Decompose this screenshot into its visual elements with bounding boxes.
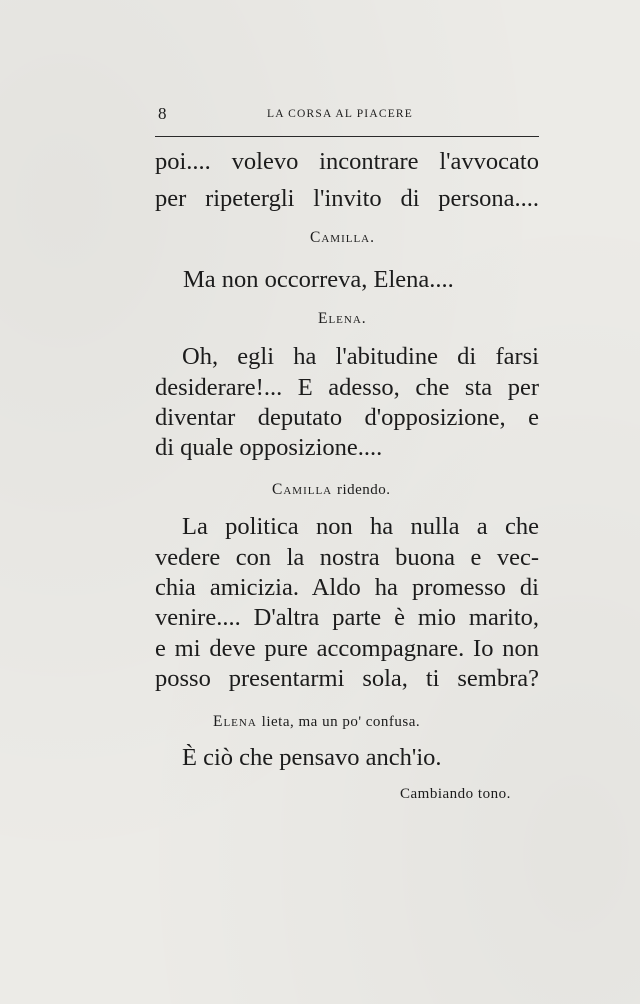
text-line-14: È ciò che pensavo anch'io.: [182, 744, 442, 771]
speaker-camilla-name: Camilla.: [310, 229, 375, 246]
speaker-elena: [318, 310, 367, 328]
running-title: LA CORSA AL PIACERE: [267, 108, 414, 120]
text-line-1: poi.... volevo incontrare l'avvocato: [155, 148, 539, 175]
text-line-8: La politica non ha nulla a che: [182, 513, 539, 540]
text-line-9: vedere con la nostra buona e vec-: [155, 544, 539, 571]
page-number: 8: [158, 104, 167, 123]
text-line-11: venire.... D'altra parte è mio marito,: [155, 604, 539, 631]
stage-direction-cambiando-tono: Cambiando tono.: [400, 786, 511, 802]
stage-direction-lieta: lieta, ma un po' confusa.: [261, 714, 421, 730]
speaker-camilla-2: [272, 481, 391, 499]
header-rule: [155, 136, 539, 137]
speaker-elena-2-name: Elena: [213, 713, 257, 730]
text-line-3: Ma non occorreva, Elena....: [183, 266, 454, 293]
stage-direction-ridendo: ridendo.: [336, 482, 391, 498]
text-line-7: di quale opposizione....: [155, 434, 383, 461]
text-line-10: chia amicizia. Aldo ha promesso di: [155, 574, 539, 601]
speaker-camilla: [310, 229, 375, 247]
text-line-4: Oh, egli ha l'abitudine di farsi: [182, 343, 539, 370]
text-line-6: diventar deputato d'opposizione, e: [155, 404, 539, 431]
text-line-13: posso presentarmi sola, ti sembra?: [155, 665, 539, 692]
speaker-camilla-2-name: Camilla: [272, 481, 333, 498]
text-line-5: desiderare!... E adesso, che sta per: [155, 374, 539, 401]
speaker-elena-2: [213, 713, 420, 731]
speaker-elena-name: Elena.: [318, 310, 367, 327]
text-line-12: e mi deve pure accompagnare. Io non: [155, 635, 539, 662]
page-header: [155, 104, 539, 128]
text-line-2: per ripetergli l'invito di persona....: [155, 185, 539, 212]
